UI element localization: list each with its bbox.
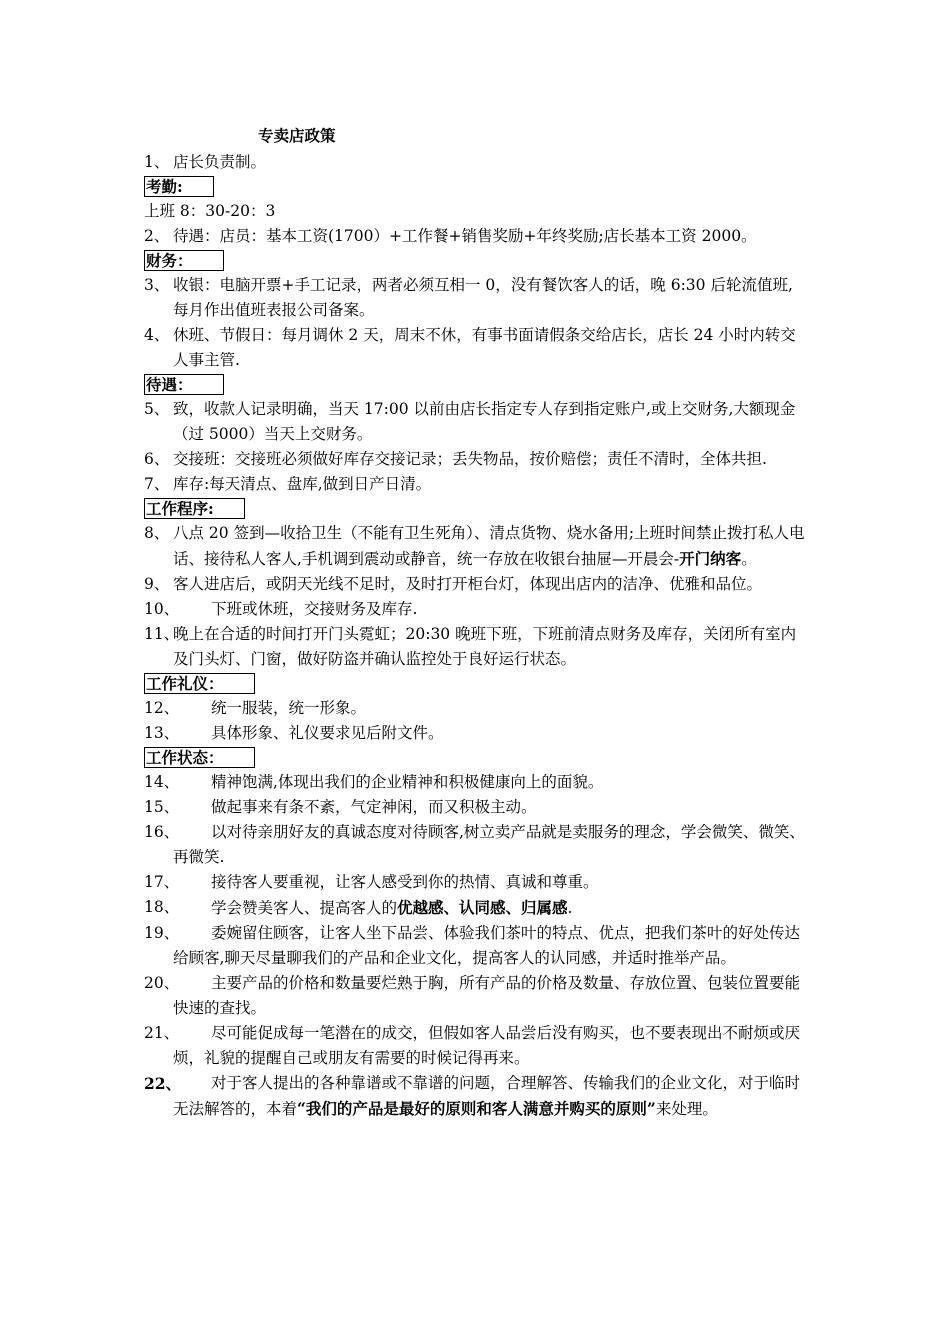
list-item-number: 4、 <box>144 326 170 344</box>
list-item-text: 八点 20 签到—收拾卫生（不能有卫生死角）、清点货物、烧水备用;上班时间禁止拨打私人电话、接待私人客人,手机调到震动或静音，统一存放在收银台抽屉—开晨会- <box>173 524 805 568</box>
list-item <box>144 597 808 622</box>
list-item <box>144 721 808 746</box>
list-item-text: 统一服装，统一形象。 <box>211 699 367 717</box>
list-item <box>144 521 808 572</box>
section-heading <box>144 672 808 696</box>
list-item-number: 6、 <box>144 450 170 468</box>
list-item-text: 收银：电脑开票+手工记录，两者必须互相一 0，没有餐饮客人的话，晚 6:30 后轮流值班,每月作出值班表报公司备案。 <box>173 276 793 319</box>
list-item <box>144 224 808 249</box>
list-item-text: 具体形象、礼仪要求见后附文件。 <box>211 724 444 742</box>
list-item-number: 8、 <box>144 524 170 542</box>
list-item-emphasis: 开门纳客 <box>679 549 742 568</box>
list-item-number: 13、 <box>144 724 180 742</box>
list-item-number: 5、 <box>144 400 170 418</box>
list-item-text: 做起事来有条不紊，气定神闲，而又积极主动。 <box>211 798 537 816</box>
list-item-text: 主要产品的价格和数量要烂熟于胸，所有产品的价格及数量、存放位置、包装位置要能快速的查找。 <box>173 974 801 1017</box>
section-heading-text: 工作程序: <box>144 498 245 519</box>
list-item-tail: 。 <box>741 550 757 568</box>
list-item-emphasis: 优越感、认同感、归属感 <box>397 898 568 917</box>
section-heading-text: 财务： <box>144 250 224 271</box>
list-item-text: 交接班：交接班必须做好库存交接记录；丢失物品，按价赔偿；责任不清时，全体共担. <box>173 450 767 468</box>
list-item-number: 12、 <box>144 699 180 717</box>
list-item-text: 晚上在合适的时间打开门头霓虹；20:30 晚班下班，下班前清点财务及库存，关闭所有室内及门头灯、门窗，做好防盗并确认监控处于良好运行状态。 <box>173 625 797 668</box>
list-item <box>144 820 808 870</box>
list-item <box>144 150 808 175</box>
section-heading-text: 考勤: <box>144 176 214 197</box>
list-item-number: 17、 <box>144 873 180 891</box>
section-heading-text: 工作状态： <box>144 747 255 768</box>
list-item-number: 3、 <box>144 276 170 294</box>
list-item-number: 21、 <box>144 1024 180 1042</box>
list-item <box>144 273 808 323</box>
list-item-number: 9、 <box>144 575 170 593</box>
list-item <box>144 696 808 721</box>
list-item <box>144 795 808 820</box>
list-item <box>144 323 808 373</box>
section-heading <box>144 497 808 521</box>
plain-line: 上班 8：30-20：3 <box>144 202 276 220</box>
list-item-text: 学会赞美客人、提高客人的 <box>211 899 398 917</box>
document-body <box>144 150 808 1122</box>
list-item-number: 1、 <box>144 153 170 171</box>
section-heading <box>144 249 808 273</box>
section-heading-text: 待遇： <box>144 374 224 395</box>
list-item-number: 16、 <box>144 823 180 841</box>
list-item-text: 库存:每天清点、盘库,做到日产日清。 <box>173 475 432 493</box>
list-item <box>144 770 808 795</box>
list-item-number: 20、 <box>144 974 180 992</box>
list-item-text: 以对待亲朋好友的真诚态度对待顾客,树立卖产品就是卖服务的理念，学会微笑、微笑、再微笑. <box>173 823 805 866</box>
list-item-text: 精神饱满,体现出我们的企业精神和积极健康向上的面貌。 <box>211 773 604 791</box>
list-item <box>144 895 808 921</box>
list-item <box>144 870 808 895</box>
list-item-number: 10、 <box>144 600 180 618</box>
list-item-text: 接待客人要重视，让客人感受到你的热情、真诚和尊重。 <box>211 873 599 891</box>
list-item-number: 18、 <box>144 898 180 916</box>
section-heading-text: 工作礼仪： <box>144 673 255 694</box>
list-item-emphasis: “我们的产品是最好的原则和客人满意并购买的原则” <box>297 1099 656 1118</box>
document-title: 专卖店政策 <box>258 126 336 145</box>
list-item-number: 14、 <box>144 773 180 791</box>
list-item <box>144 572 808 597</box>
section-heading <box>144 746 808 770</box>
list-item-text: 店长负责制。 <box>173 153 267 171</box>
list-item-text: 客人进店后，或阴天光线不足时，及时打开柜台灯，体现出店内的洁净、优雅和品位。 <box>173 575 763 593</box>
list-item-text: 对于客人提出的各种靠谱或不靠谱的问题，合理解答、传输我们的企业文化，对于临时无法解答的，本着 <box>173 1074 801 1118</box>
list-item-number: 2、 <box>144 227 170 245</box>
list-item-text: 休班、节假日：每月调休 2 天，周末不休，有事书面请假条交给店长，店长 24 小时内转交人事主管. <box>173 326 796 369</box>
list-item-text: 下班或休班，交接财务及库存. <box>211 600 418 618</box>
list-item-text: 委婉留住顾客，让客人坐下品尝、体验我们茶叶的特点、优点，把我们茶叶的好处传达给顾客,聊天尽量聊我们的产品和企业文化，提高客人的认同感，并适时推举产品。 <box>173 924 801 967</box>
list-item <box>144 397 808 447</box>
list-item <box>144 921 808 971</box>
list-item-tail: . <box>567 899 573 917</box>
list-item-number: 22、 <box>144 1074 182 1093</box>
list-item-text: 致，收款人记录明确，当天 17:00 以前由店长指定专人存到指定账户,或上交财务,大额现金（过 5000）当天上交财务。 <box>173 400 796 443</box>
section-heading <box>144 175 808 199</box>
list-item-text: 尽可能促成每一笔潜在的成交，但假如客人品尝后没有购买，也不要表现出不耐烦或厌烦，礼貌的提醒自己或朋友有需要的时候记得再来。 <box>173 1024 801 1067</box>
list-item-number: 11、 <box>144 625 180 643</box>
list-item <box>144 971 808 1021</box>
list-item <box>144 1021 808 1071</box>
list-item <box>144 1071 808 1122</box>
section-heading <box>144 373 808 397</box>
list-item-number: 7、 <box>144 475 170 493</box>
list-item <box>144 622 808 672</box>
list-item-text: 待遇：店员：基本工资(1700）+工作餐+销售奖励+年终奖励;店长基本工资 2000。 <box>173 227 757 245</box>
list-item <box>144 472 808 497</box>
document-page <box>144 124 808 1122</box>
list-item <box>144 447 808 472</box>
list-item-tail: 来处理。 <box>655 1100 718 1118</box>
list-item-number: 19、 <box>144 924 180 942</box>
list-item-number: 15、 <box>144 798 180 816</box>
